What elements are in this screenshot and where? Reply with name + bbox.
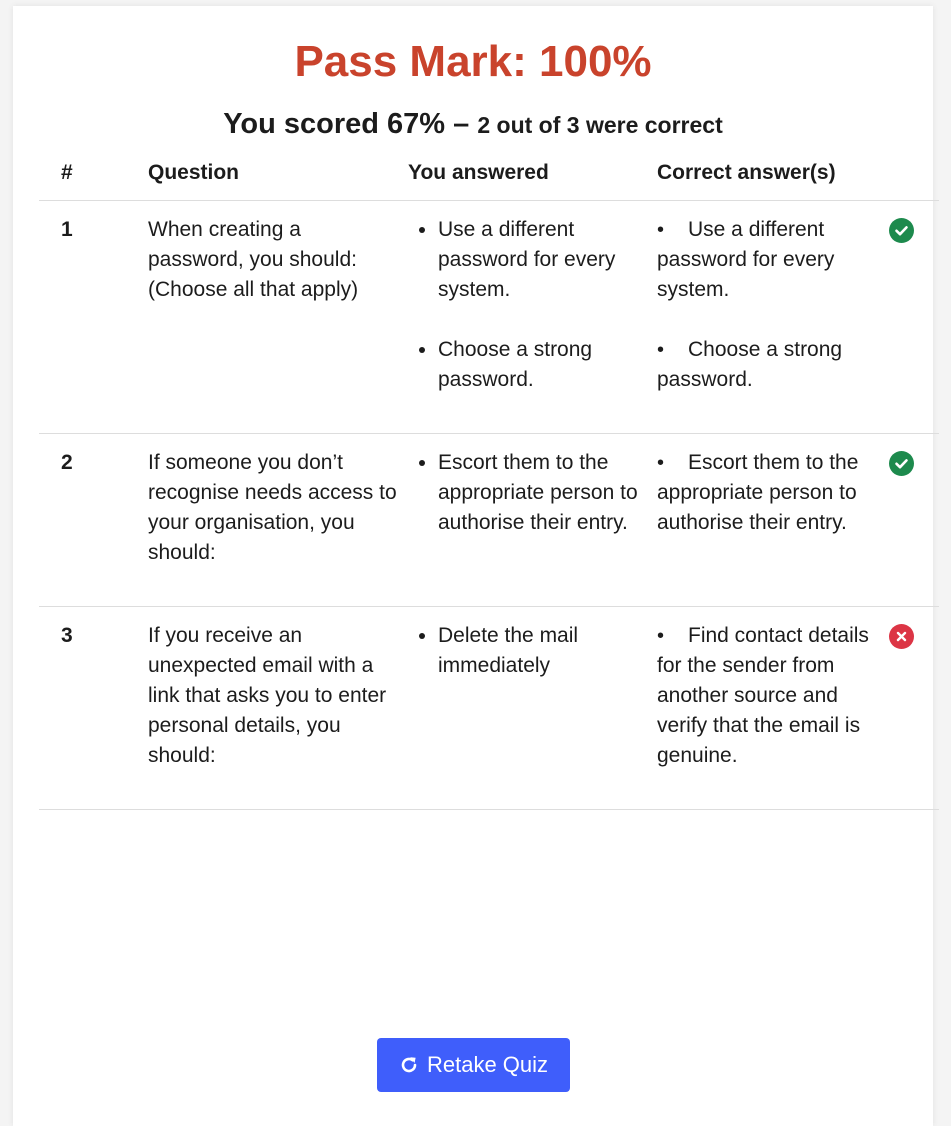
status-cell <box>889 607 939 810</box>
table-header-row <box>39 158 939 201</box>
refresh-icon <box>399 1055 419 1075</box>
list-item <box>657 335 875 395</box>
check-circle-icon <box>889 451 914 476</box>
list-item: • Use a different password for every system. <box>438 215 643 305</box>
correct-answer-text: Choose a strong password. <box>657 338 843 391</box>
x-circle-icon <box>889 624 914 649</box>
score-detail: 2 out of 3 were correct <box>477 112 723 138</box>
list-item <box>657 621 875 771</box>
question-text: If someone you don’t recognise needs access to your organisation, you should: <box>148 434 408 607</box>
status-cell <box>889 434 939 607</box>
bullet-icon: • <box>657 452 665 474</box>
results-table <box>39 158 939 810</box>
score-summary <box>13 106 933 147</box>
table-row <box>39 434 939 607</box>
retake-quiz-button[interactable] <box>377 1038 570 1092</box>
column-header-question: Question <box>148 158 408 201</box>
correct-answer-text: Use a different password for every system. <box>657 218 835 301</box>
question-text: If you receive an unexpected email with a link that asks you to enter personal details, you should: <box>148 607 408 810</box>
you-answered-list <box>408 621 657 681</box>
question-number: 1 <box>39 201 148 434</box>
you-answered-cell <box>408 434 657 607</box>
retake-quiz-label: Retake Quiz <box>426 1052 549 1077</box>
you-answered-cell <box>408 607 657 810</box>
list-item: • Choose a strong password. <box>438 335 643 395</box>
column-header-correct-answers: Correct answer(s) <box>657 158 889 201</box>
bullet-icon: • <box>657 339 665 361</box>
correct-answer-text: Find contact details for the sender from another source and verify that the email is genuine. <box>657 624 869 767</box>
correct-answers-cell <box>657 201 889 434</box>
table-row <box>39 201 939 434</box>
check-circle-icon <box>889 218 914 243</box>
you-answered-list <box>408 215 657 395</box>
question-text: When creating a password, you should: (Choose all that apply) <box>148 201 408 434</box>
results-card <box>13 6 933 1126</box>
correct-answers-list <box>657 448 889 538</box>
correct-answers-list <box>657 621 889 771</box>
table-row <box>39 607 939 810</box>
correct-answers-list <box>657 215 889 395</box>
column-header-number: # <box>39 158 148 201</box>
column-header-you-answered: You answered <box>408 158 657 201</box>
score-percentage: You scored 67% – <box>223 108 478 140</box>
question-number: 2 <box>39 434 148 607</box>
list-item <box>657 215 875 305</box>
correct-answers-cell <box>657 607 889 810</box>
question-number: 3 <box>39 607 148 810</box>
list-item <box>657 448 875 538</box>
status-cell <box>889 201 939 434</box>
list-item: • Escort them to the appropriate person to authorise their entry. <box>438 448 643 538</box>
column-header-status <box>889 158 939 201</box>
correct-answer-text: Escort them to the appropriate person to authorise their entry. <box>657 451 859 534</box>
list-item: • Delete the mail immediately <box>438 621 643 681</box>
bullet-icon: • <box>657 625 665 647</box>
correct-answers-cell <box>657 434 889 607</box>
you-answered-list <box>408 448 657 538</box>
pass-mark-title: Pass Mark: 100% <box>294 37 652 86</box>
you-answered-cell <box>408 201 657 434</box>
bullet-icon: • <box>657 219 665 241</box>
